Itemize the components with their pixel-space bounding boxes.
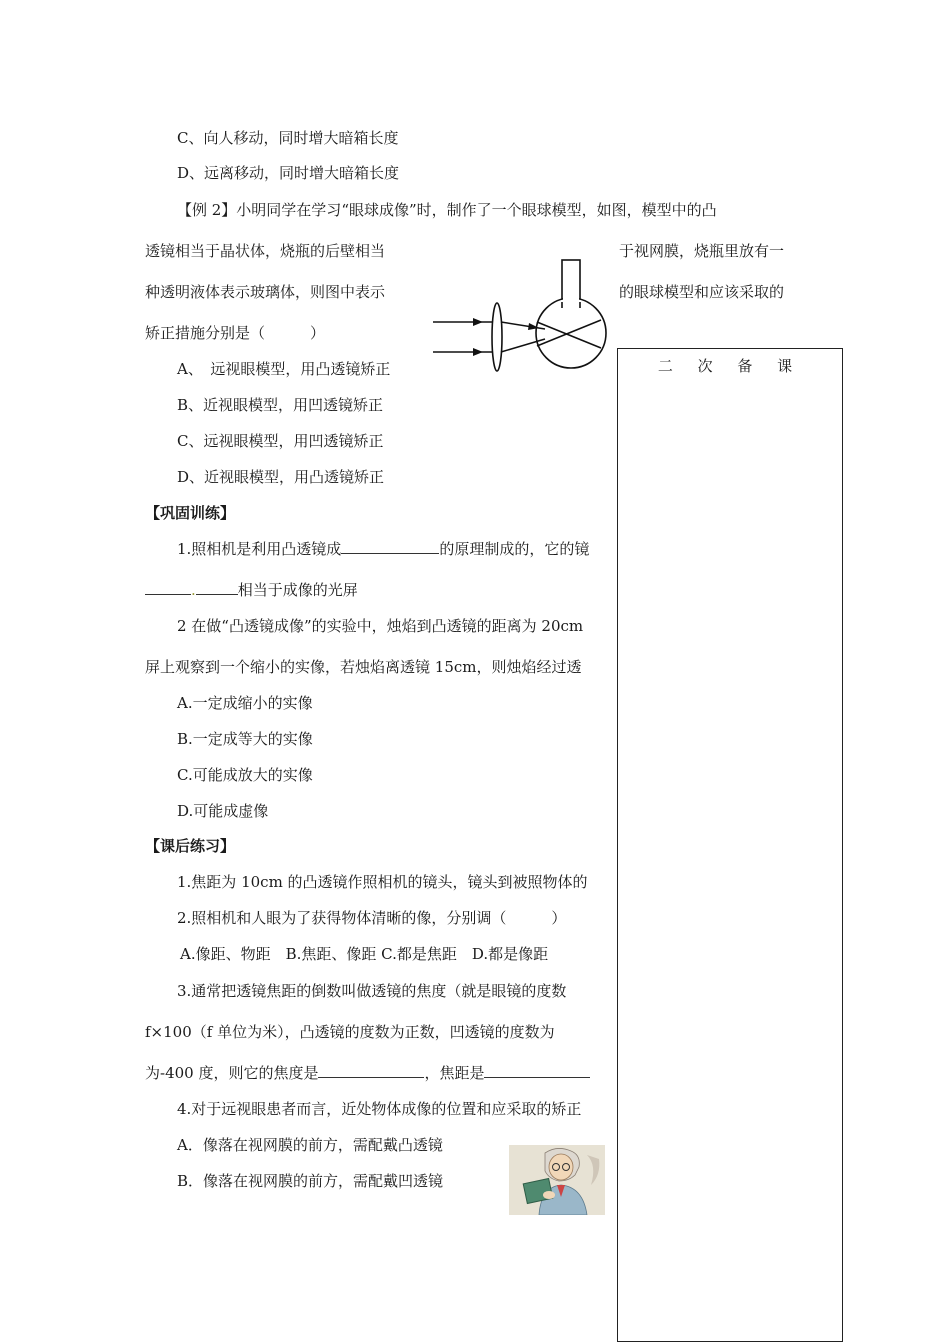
homework-q2-options: A.像距、物距 B.焦距、像距 C.都是焦距 D.都是像距 (180, 945, 549, 963)
consolidation-q2-option-b: B.一定成等大的实像 (177, 730, 313, 748)
secondary-lesson-prep-panel (617, 348, 843, 1342)
example2-line2-right: 于视网膜，烧瓶里放有一 (619, 242, 785, 260)
example2-option-a: A、 远视眼模型，用凸透镜矫正 (177, 360, 391, 378)
homework-q2: 2.照相机和人眼为了获得物体清晰的像，分别调（ ） (177, 909, 567, 927)
example2-option-b: B、近视眼模型，用凹透镜矫正 (177, 396, 384, 414)
homework-q1: 1.焦距为 10cm 的凸透镜作照相机的镜头，镜头到被照物体的 (177, 873, 588, 891)
consolidation-q2-option-c: C.可能成放大的实像 (177, 766, 313, 784)
option-d-prev: D、远离移动，同时增大暗箱长度 (177, 164, 400, 182)
answer-blank[interactable] (484, 1063, 590, 1078)
answer-blank[interactable] (341, 539, 439, 554)
consolidation-q1-line2-end: 相当于成像的光屏 (237, 581, 358, 599)
answer-blank[interactable] (145, 580, 191, 595)
homework-q4-option-a: A．像落在视网膜的前方，需配戴凸透镜 (177, 1136, 443, 1154)
example2-option-c: C、远视眼模型，用凹透镜矫正 (177, 432, 384, 450)
consolidation-q1 (177, 539, 589, 559)
consolidation-q2-option-a: A.一定成缩小的实像 (177, 694, 313, 712)
homework-q3-line3-a: 为-400 度，则它的焦度是 (145, 1064, 319, 1082)
consolidation-heading: 【巩固训练】 (145, 504, 236, 522)
homework-q3-line3-b: ，焦距是 (424, 1064, 485, 1082)
homework-q4: 4.对于远视眼患者而言，近处物体成像的位置和应采取的矫正 (177, 1100, 582, 1118)
consolidation-q1-part2: 的原理制成的，它的镜 (439, 540, 590, 558)
homework-q3-line3 (145, 1063, 590, 1083)
blank-dot: . (191, 581, 196, 599)
consolidation-q2-line2: 屏上观察到一个缩小的实像，若烛焰离透镜 15cm，则烛焰经过透 (145, 658, 582, 676)
answer-blank[interactable] (196, 580, 238, 595)
consolidation-q1-line2 (145, 580, 358, 600)
eye-model-diagram-icon (425, 252, 610, 372)
example2-line4: 矫正措施分别是（ ） (145, 324, 326, 342)
side-panel-title: 二 次 备 课 (657, 357, 803, 375)
example2-line3-right: 的眼球模型和应该采取的 (619, 283, 785, 301)
homework-q3-line1: 3.通常把透镜焦距的倒数叫做透镜的焦度（就是眼镜的度数 (177, 982, 567, 1000)
elderly-reader-illustration-icon (509, 1145, 605, 1215)
answer-blank[interactable] (318, 1063, 424, 1078)
option-c-prev: C、向人移动，同时增大暗箱长度 (177, 129, 399, 147)
example2-line1: 【例 2】小明同学在学习“眼球成像”时，制作了一个眼球模型，如图，模型中的凸 (177, 201, 717, 219)
example2-line3-left: 种透明液体表示玻璃体，则图中表示 (145, 283, 386, 301)
homework-heading: 【课后练习】 (145, 837, 236, 855)
example2-option-d: D、近视眼模型，用凸透镜矫正 (177, 468, 385, 486)
consolidation-q2-line1: 2 在做“凸透镜成像”的实验中，烛焰到凸透镜的距离为 20cm (177, 617, 584, 635)
consolidation-q2-option-d: D.可能成虚像 (177, 802, 269, 820)
homework-q3-line2: f×100（f 单位为米），凸透镜的度数为正数，凹透镜的度数为 (145, 1023, 555, 1041)
example2-line2-left: 透镜相当于晶状体，烧瓶的后壁相当 (145, 242, 386, 260)
consolidation-q1-part1: 1.照相机是利用凸透镜成 (177, 540, 342, 558)
homework-q4-option-b: B．像落在视网膜的前方，需配戴凹透镜 (177, 1172, 444, 1190)
